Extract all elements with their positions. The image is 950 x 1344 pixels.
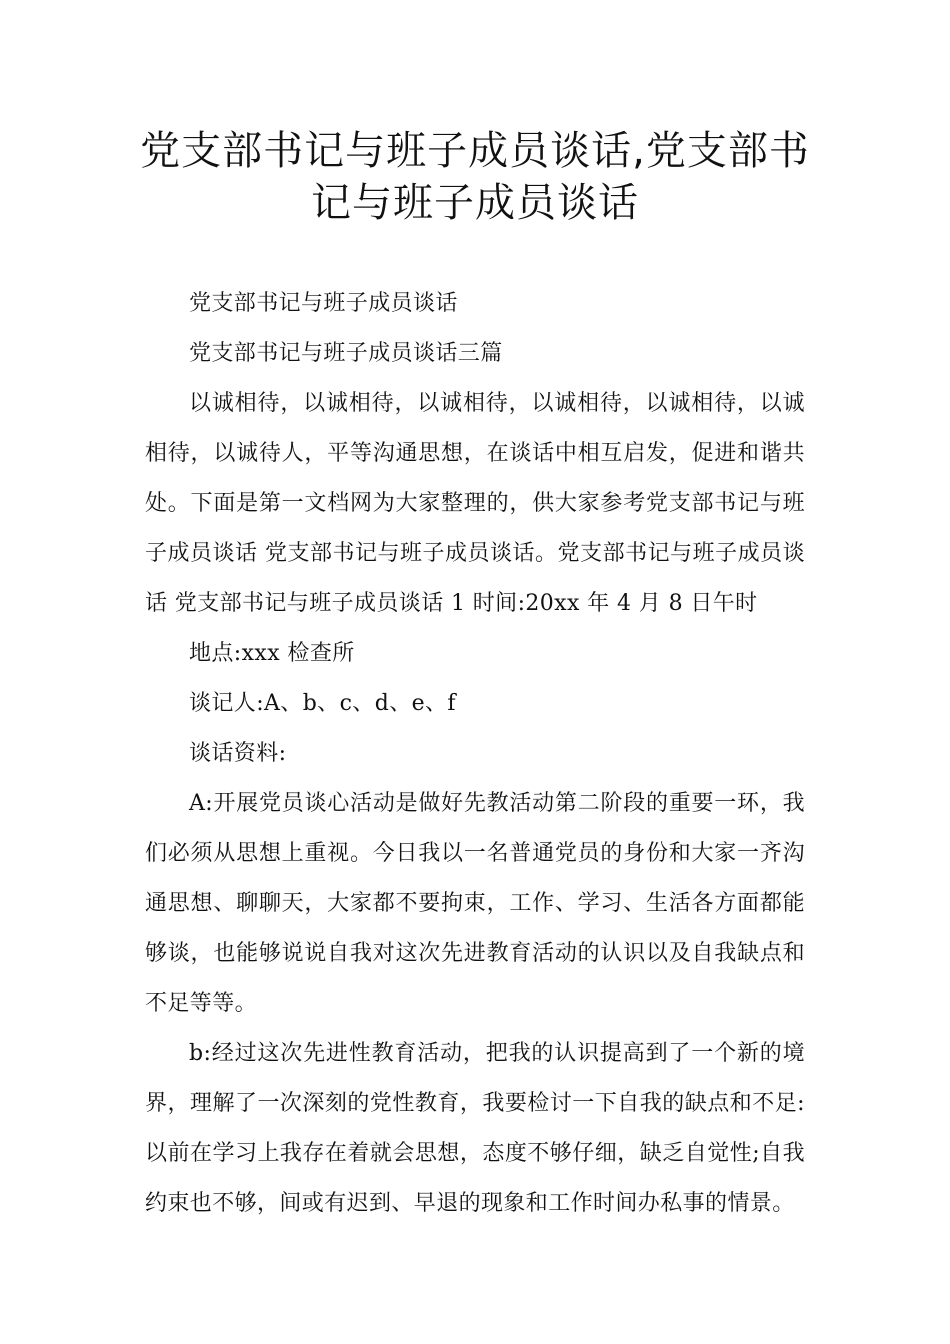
paragraph-location: 地点:xxx 检查所 [189, 641, 355, 666]
paragraph-participants: 谈记人:A、b、c、d、e、f [189, 691, 456, 716]
paragraph-heading-1: 党支部书记与班子成员谈话 [189, 291, 458, 316]
paragraph-heading-2: 党支部书记与班子成员谈话三篇 [189, 341, 503, 366]
paragraph-speaker-b: b:经过这次先进性教育活动，把我的认识提高到了一个新的境界，理解了一次深刻的党性教育，我要检讨一下自我的缺点和不足:以前在学习上我存在着就会思想，态度不够仔细，缺乏自觉性;自我约束也不够，间或有迟到、早退的现象和工作时间办私事的情景。 [145, 1041, 805, 1216]
document-body [145, 279, 805, 1229]
paragraph-speaker-a: A:开展党员谈心活动是做好先教活动第二阶段的重要一环，我们必须从思想上重视。今日我以一名普通党员的身份和大家一齐沟通思想、聊聊天，大家都不要拘束，工作、学习、生活各方面都能够谈，也能够说说自我对这次先进教育活动的认识以及自我缺点和不足等等。 [145, 791, 805, 1016]
paragraph-intro: 以诚相待，以诚相待，以诚相待，以诚相待，以诚相待，以诚相待，以诚待人，平等沟通思想，在谈话中相互启发，促进和谐共处。下面是第一文档网为大家整理的，供大家参考党支部书记与班子成员谈话 党支部书记与班子成员谈话。党支部书记与班子成员谈话 党支部书记与班子成员谈话 1 时间:20xx 年 4 月 8 日午时 [145, 391, 805, 616]
paragraph-content-label: 谈话资料: [189, 741, 287, 766]
document-title: 党支部书记与班子成员谈话,党支部书记与班子成员谈话 [140, 128, 810, 226]
